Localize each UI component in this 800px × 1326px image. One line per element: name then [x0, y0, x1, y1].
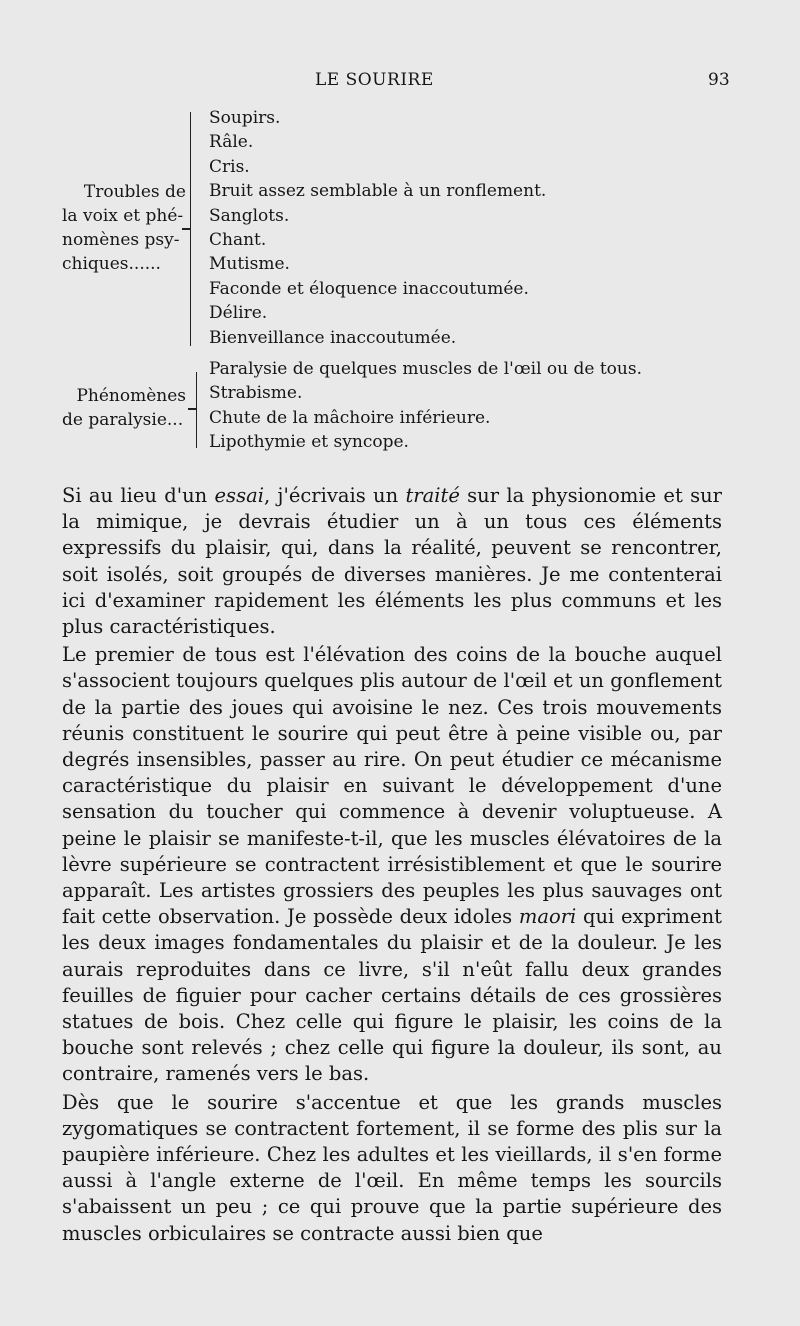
list-item: Chant.	[209, 230, 267, 251]
running-title: LE SOURIRE	[315, 70, 434, 90]
list-item: Paralysie de quelques muscles de l'œil ou de tous.	[209, 359, 642, 379]
label-line: chiques......	[62, 254, 161, 274]
paralysis-group-brace	[196, 372, 205, 448]
list-item: Bienveillance inaccoutumée.	[209, 327, 457, 348]
label-line: de paralysie...	[62, 410, 184, 430]
list-item: Soupirs.	[209, 108, 281, 128]
list-item: Chute de la mâchoire inférieure.	[209, 407, 491, 428]
voice-group-brace	[190, 112, 199, 346]
paragraph: Le premier de tous est l'élévation des coins de la bouche auquel s'associent toujours quelques plis autour de l'œil et un gonflement de la partie des joues qui avoisine le nez. Ces trois mouvements réunis constituent le sourire qui peut être à peine visible ou, par degrés insensibles, passer au rire. On peut étudier ce mécanisme caractéristique du plaisir en suivant le développement d'une sensation du toucher qui commence à devenir voluptueuse. A peine le plaisir se manifeste-t-il, que les muscles élévatoires de la lèvre supérieure se contractent irrésistiblement et que le sourire apparaît. Les artistes grossiers des peuples les plus sauvages ont fait cette observation. Je possède deux idoles maori qui expriment les deux images fondamentales du plaisir et de la douleur. Je les aurais reproduites dans ce livre, s'il n'eût fallu deux grandes feuilles de figuier pour cacher certains détails de ces grossières statues de bois. Chez celle qui figure le plaisir, les coins de la bouche sont relevés ; chez celle qui figure la douleur, ils sont, au contraire, ramenés vers le bas.	[62, 643, 722, 1086]
list-item: Strabisme.	[209, 383, 303, 404]
list-item: Lipothymie et syncope.	[209, 432, 409, 453]
running-header	[0, 70, 800, 94]
emphasis: essai	[214, 484, 264, 507]
label-line: nomènes psy-	[62, 230, 180, 250]
paragraph: Dès que le sourire s'accentue et que les grands muscles zygomatiques se contractent fortement, il se forme des plis sur la paupière inférieure. Chez les adultes et les vieillards, il s'en forme aussi à l'angle externe de l'œil. En même temps les sourcils s'abaissent un peu ; ce qui prouve que la partie supérieure des muscles orbiculaires se contracte aussi bien que	[62, 1090, 722, 1245]
voice-group-label	[62, 180, 186, 276]
list-item: Cris.	[209, 156, 250, 177]
emphasis: traité	[405, 484, 460, 507]
voice-group-items	[209, 106, 546, 350]
paralysis-group-label	[62, 384, 186, 432]
label-line: la voix et phé-	[62, 206, 184, 226]
paragraph: Si au lieu d'un essai, j'écrivais un traité sur la physionomie et sur la mimique, je devrais étudier un à un tous ces éléments expressifs du plaisir, qui, dans la réalité, peuvent se rencontrer, soit isolés, soit groupés de diverses manières. Je me contenterai ici d'examiner rapidement les éléments les plus communs et les plus caractéristiques.	[62, 484, 722, 639]
paralysis-group-items	[209, 357, 642, 455]
list-item: Râle.	[209, 132, 254, 153]
list-item: Mutisme.	[209, 254, 290, 275]
body-text	[62, 483, 722, 1247]
page-number: 93	[708, 70, 730, 90]
label-line: Phénomènes	[76, 386, 186, 406]
list-item: Faconde et éloquence inaccoutumée.	[209, 278, 529, 299]
emphasis: maori	[518, 905, 577, 929]
list-item: Sanglots.	[209, 205, 290, 226]
list-item: Bruit assez semblable à un ronflement.	[209, 181, 547, 202]
list-item: Délire.	[209, 303, 268, 324]
label-line: Troubles de	[83, 182, 186, 202]
